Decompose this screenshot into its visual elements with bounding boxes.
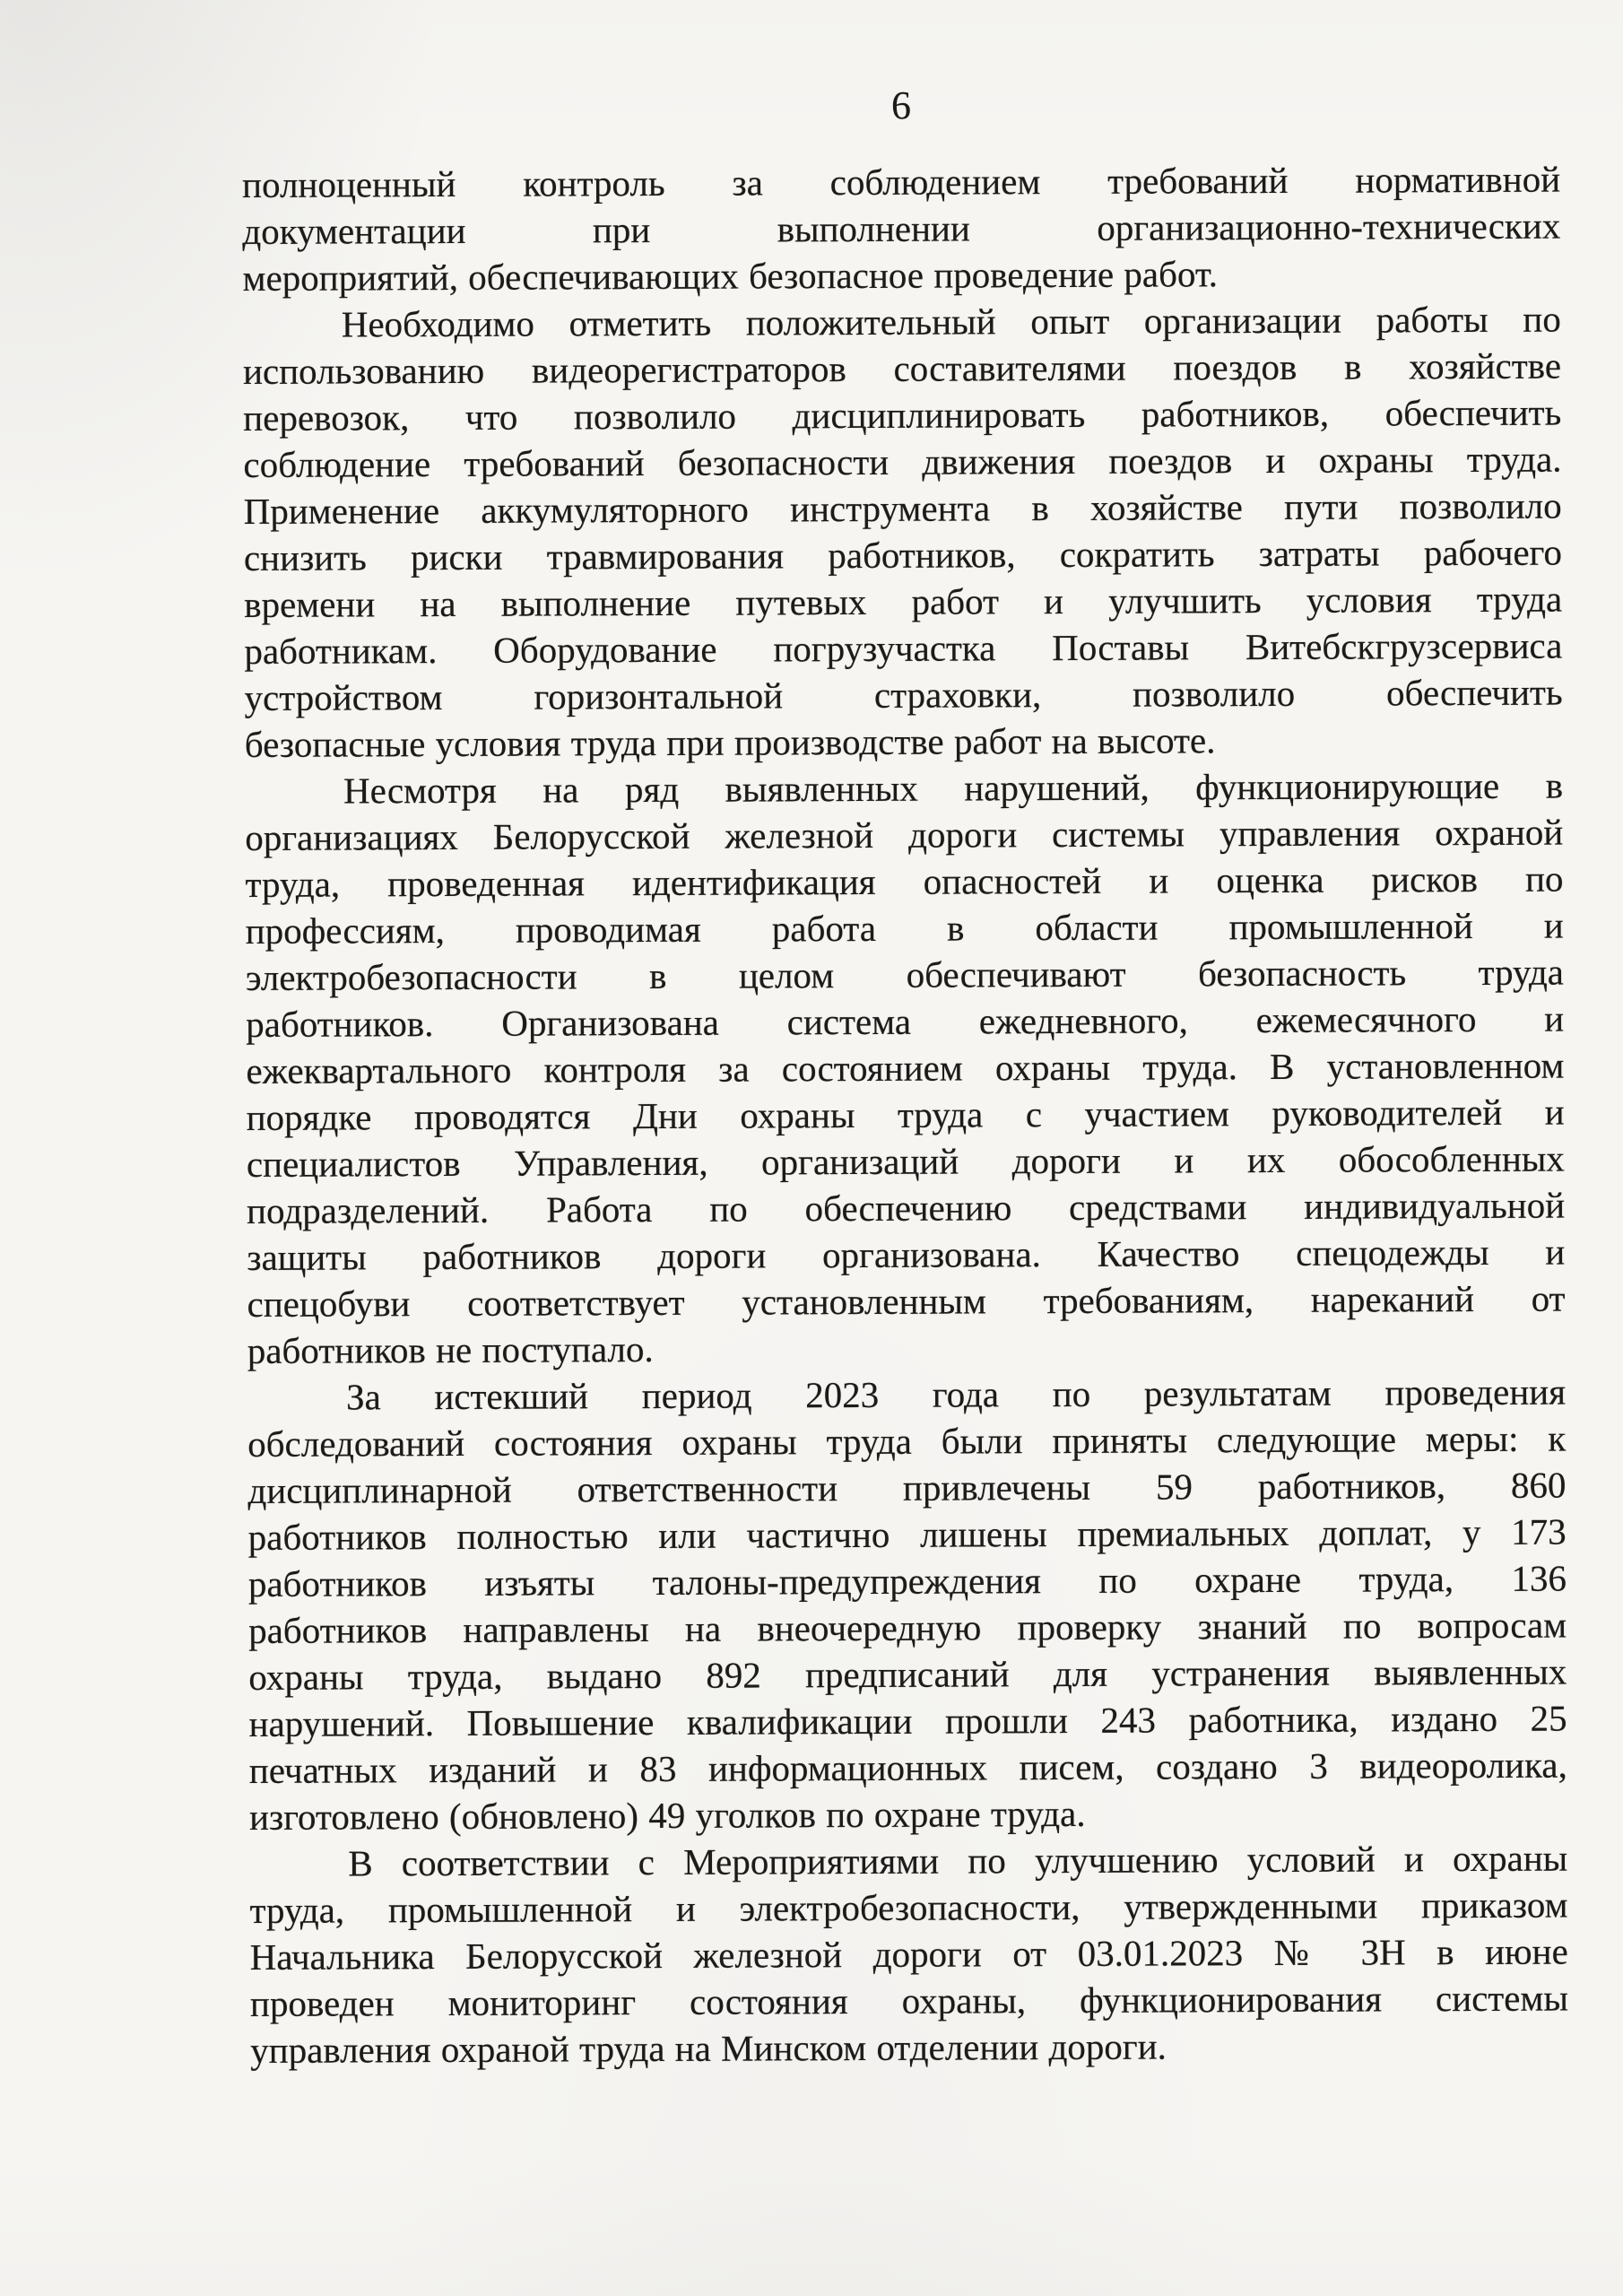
text-line: безопасные условия труда при производстве работ на высоте. <box>244 719 1216 765</box>
text-line: За истекший период 2023 года по результатам проведения <box>345 1370 1567 1418</box>
text-line: спецобуви соответствует установленным требованиям, нареканий от <box>247 1277 1566 1325</box>
text-line: работникам. Оборудование погрузучастка Поставы Витебскгрузсервиса <box>244 624 1563 672</box>
text-line: дисциплинарной ответственности привлечены 59 работников, 860 <box>247 1464 1567 1511</box>
text-line: использованию видеорегистраторов составителями поездов в хозяйстве <box>242 344 1562 392</box>
text-line: специалистов Управления, организаций дороги и их обособленных <box>246 1137 1565 1185</box>
text-line: Начальника Белорусской железной дороги от 03.01.2023 № 3Н в июне <box>249 1930 1568 1978</box>
text-line: изготовлено (обновлено) 49 уголков по охране труда. <box>248 1792 1086 1838</box>
text-line: работников. Организована система ежедневного, ежемесячного и <box>246 997 1565 1045</box>
text-line: работников изъяты талоны-предупреждения по охране труда, 136 <box>247 1557 1567 1605</box>
text-line: работников направлены на внеочередную проверку знаний по вопросам <box>248 1604 1567 1651</box>
text-line: документации при выполнении организационно-технических <box>242 204 1561 252</box>
text-line: печатных изданий и 83 информационных писем, создано 3 видеоролика, <box>248 1744 1567 1791</box>
text-line: Необходимо отметить положительный опыт организации работы по <box>341 298 1561 345</box>
text-line: порядке проводятся Дни охраны труда с участием руководителей и <box>246 1091 1565 1138</box>
text-line: работников полностью или частично лишены премиальных доплат, у 173 <box>247 1510 1567 1558</box>
page-number: 6 <box>891 83 911 127</box>
text-line: времени на выполнение путевых работ и улучшить условия труда <box>244 578 1563 625</box>
text-line: труда, промышленной и электробезопасности, утвержденными приказом <box>249 1883 1568 1931</box>
text-line: организациях Белорусской железной дороги системы управления охраной <box>245 811 1564 858</box>
text-line: устройством горизонтальной страховки, позволило обеспечить <box>244 671 1563 718</box>
document-body-text <box>242 156 1568 2074</box>
text-line: перевозок, что позволило дисциплинировать работников, обеспечить <box>243 391 1562 439</box>
text-line: защиты работников дороги организована. Качество спецодежды и <box>247 1231 1566 1278</box>
text-line: мероприятий, обеспечивающих безопасное проведение работ. <box>242 253 1219 299</box>
text-line: обследований состояния охраны труда были приняты следующие меры: к <box>247 1417 1567 1465</box>
text-line: профессиям, проводимая работа в области промышленной и <box>245 904 1564 952</box>
text-line: снизить риски травмирования работников, сократить затраты рабочего <box>243 531 1563 578</box>
text-line: проведен мониторинг состояния охраны, функционирования системы <box>249 1977 1569 2024</box>
text-line: нарушений. Повышение квалификации прошли 243 работника, издано 25 <box>248 1697 1567 1744</box>
text-line: ежеквартального контроля за состоянием охраны труда. В установленном <box>246 1044 1565 1091</box>
text-line: электробезопасности в целом обеспечивают безопасность труда <box>245 951 1565 998</box>
text-line: подразделений. Работа по обеспечению средствами индивидуальной <box>247 1184 1566 1231</box>
text-line: Несмотря на ряд выявленных нарушений, функционирующие в <box>343 764 1564 812</box>
text-line: В соответствии с Мероприятиями по улучшению условий и охраны <box>348 1837 1568 1884</box>
text-line: охраны труда, выдано 892 предписаний для устранения выявленных <box>248 1650 1567 1698</box>
text-line: труда, проведенная идентификация опасностей и оценка рисков по <box>245 857 1564 905</box>
text-line: управления охраной труда на Минском отделении дороги. <box>250 2025 1167 2071</box>
text-line: работников не поступало. <box>247 1328 654 1371</box>
text-line: полноценный контроль за соблюдением требований нормативной <box>242 158 1561 205</box>
text-line: Применение аккумуляторного инструмента в хозяйстве пути позволило <box>243 484 1562 532</box>
text-line: соблюдение требований безопасности движения поездов и охраны труда. <box>243 438 1562 485</box>
